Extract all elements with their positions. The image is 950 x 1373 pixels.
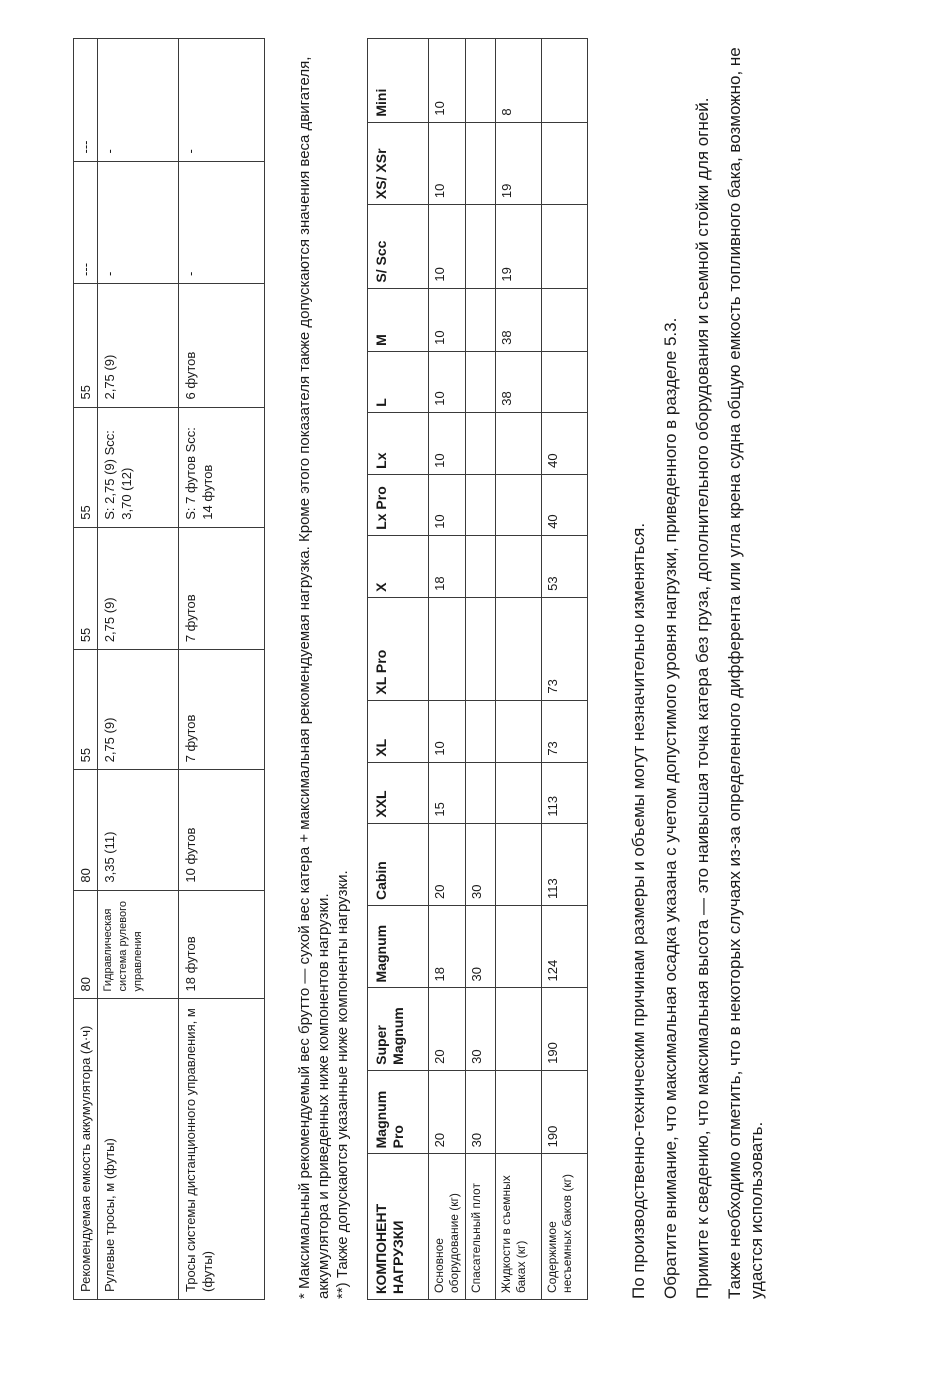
cell: 10 <box>429 474 466 535</box>
cell: 10 <box>429 288 466 351</box>
cell: 10 <box>429 39 466 123</box>
column-header: XL Pro <box>368 597 429 700</box>
cell: 55 <box>74 407 98 527</box>
spec-table <box>73 38 265 1300</box>
table-header-row <box>368 39 429 1300</box>
cell: 30 <box>466 823 496 905</box>
cell <box>542 288 588 351</box>
cell <box>466 762 496 823</box>
body-text <box>628 39 778 1299</box>
cell: 10 <box>429 700 466 762</box>
cell <box>466 288 496 351</box>
column-header: M <box>368 288 429 351</box>
cell <box>496 762 542 823</box>
paragraph: Обратите внимание, что максимальная осадка указана с учетом допустимого уровня нагрузки, приведенного в разделе 5.3. <box>661 317 680 1299</box>
cell <box>466 597 496 700</box>
footnote-gross-weight: * Максимальный рекомендуемый вес брутто — сухой вес катера + максимальная рекомендуемая нагрузка. Кроме этого показателя также допускаются значения веса двигателя, аккумулятора и приведенных ниже компонентов нагрузки. <box>296 56 332 1299</box>
row-label: Спасательный плот <box>466 1154 496 1300</box>
cell <box>496 412 542 474</box>
column-header: Magnum Pro <box>368 1070 429 1154</box>
column-header: S/ Scc <box>368 205 429 289</box>
cell <box>466 122 496 204</box>
column-header: Lx Pro <box>368 474 429 535</box>
cell <box>496 906 542 988</box>
table-row <box>74 39 98 1300</box>
cell: 53 <box>542 535 588 597</box>
cell <box>466 474 496 535</box>
cell: 15 <box>429 762 466 823</box>
row-label: Основное оборудование (кг) <box>429 1154 466 1300</box>
footnote-load-components: **) Также допускаются указанные ниже компоненты нагрузки. <box>334 870 351 1299</box>
column-header: Magnum <box>368 906 429 988</box>
cell: 10 <box>429 412 466 474</box>
row-label: Тросы системы дистанционного управления, м (футы) <box>179 999 265 1300</box>
cell: 80 <box>74 890 98 999</box>
cell: 2,75 (9) <box>98 283 179 407</box>
cell: 18 <box>429 906 466 988</box>
cell: 20 <box>429 823 466 905</box>
cell: 30 <box>466 1070 496 1154</box>
column-header: КОМПОНЕНТ НАГРУЗКИ <box>368 1154 429 1300</box>
cell: 113 <box>542 762 588 823</box>
row-label: Содержимое несъемных баков (кг) <box>542 1154 588 1300</box>
cell: 55 <box>74 650 98 770</box>
cell: 19 <box>496 122 542 204</box>
cell <box>496 700 542 762</box>
cell <box>496 597 542 700</box>
column-header: Cabin <box>368 823 429 905</box>
cell: 30 <box>466 906 496 988</box>
cell <box>496 474 542 535</box>
column-header: L <box>368 351 429 412</box>
cell: 6 футов <box>179 283 265 407</box>
cell: 55 <box>74 527 98 649</box>
cell: 10 <box>429 205 466 289</box>
cell <box>496 535 542 597</box>
cell: 8 <box>496 39 542 123</box>
cell: 19 <box>496 205 542 289</box>
cell: 80 <box>74 770 98 890</box>
cell: 18 <box>429 535 466 597</box>
cell: S: 7 футов Scc: 14 футов <box>179 407 265 527</box>
cell: 10 футов <box>179 770 265 890</box>
table-row <box>429 39 466 1300</box>
cell: 20 <box>429 1070 466 1154</box>
cell <box>429 597 466 700</box>
cell: - <box>179 39 265 162</box>
cell: - <box>98 161 179 283</box>
cell: 7 футов <box>179 650 265 770</box>
cell <box>466 412 496 474</box>
cell <box>466 205 496 289</box>
cell <box>496 988 542 1070</box>
cell: 124 <box>542 906 588 988</box>
paragraph: По производственно-техническим причинам размеры и объемы могут незначительно изменяться. <box>629 522 648 1299</box>
paragraph: Примите к сведению, что максимальная высота — это наивысшая точка катера без груза, дополнительного оборудования и съемной стойки для огней. <box>693 97 712 1299</box>
paragraph: Также необходимо отметить, что в некоторых случаях из-за определенного дифферента или угла крена судна общую емкость топливного бака, возможно, не удастся использовать. <box>725 47 766 1299</box>
cell: 2,75 (9) <box>98 527 179 649</box>
cell <box>542 351 588 412</box>
cell: 38 <box>496 351 542 412</box>
cell: 40 <box>542 412 588 474</box>
cell <box>466 700 496 762</box>
table-row <box>496 39 542 1300</box>
column-header: XXL <box>368 762 429 823</box>
cell <box>542 205 588 289</box>
cell: 10 <box>429 351 466 412</box>
cell <box>466 535 496 597</box>
cell: Гидравлическая система рулевого управления <box>98 890 179 999</box>
column-header: Lx <box>368 412 429 474</box>
cell: 20 <box>429 988 466 1070</box>
cell: 3,35 (11) <box>98 770 179 890</box>
cell: 40 <box>542 474 588 535</box>
cell: 190 <box>542 988 588 1070</box>
cell: - <box>179 161 265 283</box>
cell <box>496 1070 542 1154</box>
row-label: Рулевые тросы, м (футы) <box>98 999 179 1300</box>
load-components-table <box>367 38 588 1300</box>
cell: --- <box>74 39 98 162</box>
cell: S: 2,75 (9) Scc: 3,70 (12) <box>98 407 179 527</box>
row-label: Жидкости в съемных баках (кг) <box>496 1154 542 1300</box>
cell: 7 футов <box>179 527 265 649</box>
table-row <box>466 39 496 1300</box>
cell <box>496 823 542 905</box>
table-row <box>542 39 588 1300</box>
column-header: XS/ XSr <box>368 122 429 204</box>
cell: 2,75 (9) <box>98 650 179 770</box>
cell: 113 <box>542 823 588 905</box>
cell <box>466 39 496 123</box>
table-row <box>179 39 265 1300</box>
column-header: Super Magnum <box>368 988 429 1070</box>
cell: 18 футов <box>179 890 265 999</box>
footnotes <box>295 49 352 1299</box>
cell: 73 <box>542 597 588 700</box>
cell <box>542 122 588 204</box>
cell: 190 <box>542 1070 588 1154</box>
column-header: XL <box>368 700 429 762</box>
cell: 30 <box>466 988 496 1070</box>
cell: 38 <box>496 288 542 351</box>
cell: 73 <box>542 700 588 762</box>
cell: --- <box>74 161 98 283</box>
column-header: X <box>368 535 429 597</box>
column-header: Mini <box>368 39 429 123</box>
table-row <box>98 39 179 1300</box>
cell: - <box>98 39 179 162</box>
cell: 10 <box>429 122 466 204</box>
row-label: Рекомендуемая емкость аккумулятора (А·ч) <box>74 999 98 1300</box>
cell <box>466 351 496 412</box>
cell <box>542 39 588 123</box>
cell: 55 <box>74 283 98 407</box>
